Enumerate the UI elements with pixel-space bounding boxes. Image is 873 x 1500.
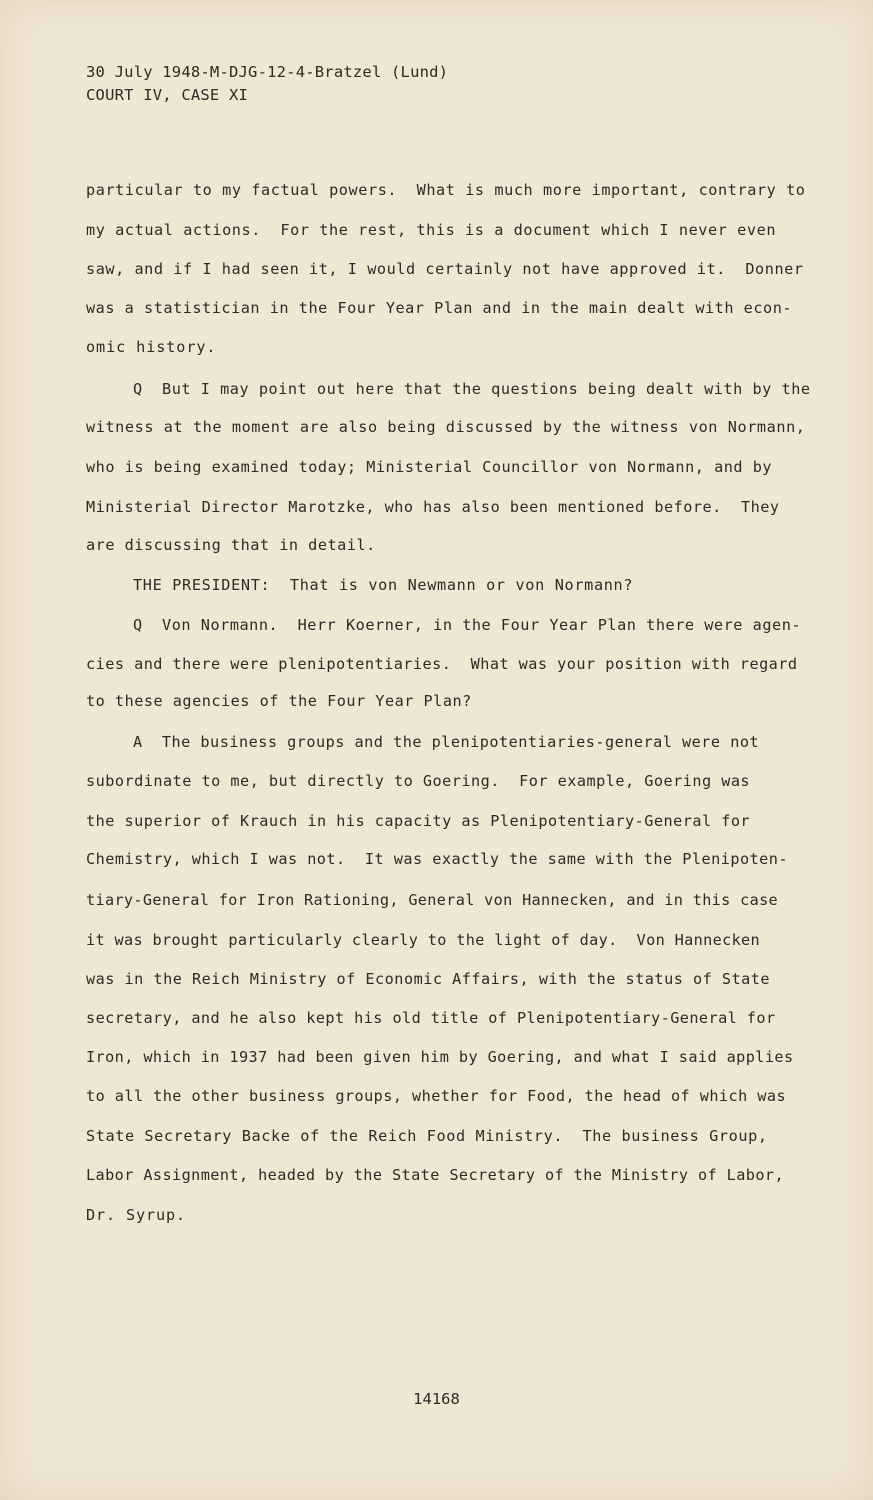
transcript-line: particular to my factual powers. What is much more important, contrary to (86, 181, 806, 199)
transcript-line: it was brought particularly clearly to the light of day. Von Hannecken (86, 931, 761, 949)
transcript-line: subordinate to me, but directly to Goering. For example, Goering was (86, 772, 751, 790)
transcript-line: was a statistician in the Four Year Plan and in the main dealt with econ- (86, 299, 793, 317)
transcript-line: my actual actions. For the rest, this is a document which I never even (86, 221, 777, 239)
header-court-case-line: COURT IV, CASE XI (86, 86, 249, 104)
page-number: 14168 (413, 1390, 460, 1408)
transcript-line: Dr. Syrup. (86, 1206, 186, 1224)
transcript-line: Chemistry, which I was not. It was exactly the same with the Plenipoten- (86, 850, 789, 868)
transcript-line: the superior of Krauch in his capacity as Plenipotentiary-General for (86, 812, 751, 830)
transcript-line: Q Von Normann. Herr Koerner, in the Four Year Plan there were agen- (133, 616, 802, 634)
transcript-line: are discussing that in detail. (86, 536, 376, 554)
transcript-line: Labor Assignment, headed by the State Secretary of the Ministry of Labor, (86, 1166, 785, 1184)
transcript-line: cies and there were plenipotentiaries. What was your position with regard (86, 655, 798, 673)
transcript-line: Q But I may point out here that the questions being dealt with by the (133, 380, 811, 398)
transcript-line: to all the other business groups, whether for Food, the head of which was (86, 1087, 787, 1105)
transcript-line: who is being examined today; Ministerial Councillor von Normann, and by (86, 458, 773, 476)
transcript-line: was in the Reich Ministry of Economic Affairs, with the status of State (86, 970, 771, 988)
transcript-line: tiary-General for Iron Rationing, General von Hannecken, and in this case (86, 891, 779, 909)
transcript-line: State Secretary Backe of the Reich Food Ministry. The business Group, (86, 1127, 768, 1145)
transcript-line: witness at the moment are also being discussed by the witness von Normann, (86, 418, 806, 436)
transcript-line: omic history. (86, 338, 217, 356)
transcript-line: secretary, and he also kept his old title of Plenipotentiary-General for (86, 1009, 776, 1027)
transcript-line: Iron, which in 1937 had been given him by Goering, and what I said applies (86, 1048, 794, 1066)
transcript-line: A The business groups and the plenipotentiaries-general were not (133, 733, 760, 751)
document-header (86, 61, 448, 107)
transcript-line: THE PRESIDENT: That is von Newmann or von Normann? (133, 576, 634, 594)
transcript-line: saw, and if I had seen it, I would certainly not have approved it. Donner (86, 260, 804, 278)
transcript-line: to these agencies of the Four Year Plan? (86, 692, 472, 710)
header-reference-line: 30 July 1948-M-DJG-12-4-Bratzel (Lund) (86, 63, 449, 81)
transcript-line: Ministerial Director Marotzke, who has also been mentioned before. They (86, 498, 780, 516)
